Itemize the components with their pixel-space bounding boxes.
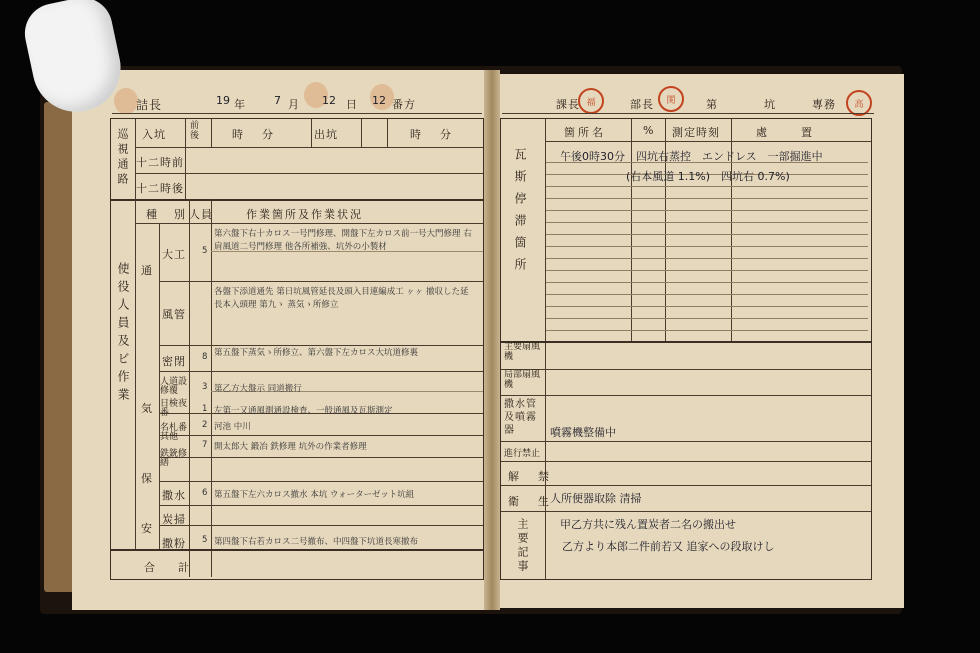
row-note: 第五盤下蒸気ゝ所修立、第六盤下左カロス大坑道修裏: [214, 348, 419, 358]
work-side-label: 使役人員及ビ作業: [116, 262, 130, 406]
col-persons: 人員: [189, 208, 213, 221]
row-note: 第六盤下右十カロス一号門修理、開盤下左カロス前一号大門修理 右肩風道二号門修理 他各所補強、坑外の小製材: [214, 229, 472, 252]
row-persons: 5: [202, 246, 208, 256]
row-kind: 鉄銃修繕: [160, 449, 188, 468]
row-kind-duct: 風管: [162, 308, 186, 321]
sprinkler-value: 噴霧機整備中: [550, 426, 616, 439]
row-persons: 5: [202, 535, 208, 545]
gas-line-2: (右本風道 1.1%) 四坑右 0.7%): [626, 170, 790, 183]
row-kind-sweep: 炭掃: [162, 513, 186, 526]
shift-unit: 番方: [392, 98, 416, 111]
row-note: 第五盤下左六カロス撤水 本坑 ウォーターゼット坑組: [214, 490, 415, 500]
day-unit: 日: [346, 98, 358, 111]
stain-mark: [114, 88, 138, 114]
local-fan-label: 局部扇風機: [504, 370, 541, 390]
group-ki: 気: [141, 402, 153, 415]
office-label: 詰長: [136, 98, 163, 112]
dept-chief-label: 部長: [630, 98, 654, 111]
exit-label: 出坑: [314, 128, 338, 141]
remarks-line-2: 乙方より本郎二件前若又 追家への段取けし: [562, 540, 775, 553]
am-pm-label: 前後: [190, 121, 200, 141]
year-unit: 年: [234, 98, 246, 111]
number-label: 第: [706, 98, 718, 111]
remarks-label: 主要記事: [516, 518, 529, 574]
row-persons: 8: [202, 352, 208, 362]
row-persons: 7: [202, 440, 208, 450]
col-kind: 種 別: [146, 208, 188, 221]
patrol-side-label: 巡視通路: [116, 128, 129, 188]
row-persons: 6: [202, 488, 208, 498]
row-kind: 名札番其他: [160, 423, 188, 442]
year-value: 19: [216, 94, 230, 107]
col-action: 處 置: [756, 126, 816, 139]
after-noon-label: 十二時後: [136, 182, 184, 195]
col-place: 箇所名: [564, 126, 606, 139]
sprinkler-label: 撒水管及噴霧器: [504, 399, 537, 436]
book-gutter: [484, 70, 500, 610]
remarks-line-1: 甲乙方共に残ん置炭者二名の搬出せ: [560, 518, 736, 531]
hygiene-label: 衛 生: [508, 495, 553, 508]
row-kind-sprinkle: 撒水: [162, 489, 186, 502]
row-persons: 1: [202, 404, 208, 414]
col-work: 作業箇所及作業状況: [246, 208, 363, 221]
gas-line-1: 午後0時30分 四坑右蒸控 エンドレス 一部掘進中: [560, 150, 823, 163]
col-percent: %: [643, 124, 655, 137]
no-entry-label: 進行禁止: [504, 449, 541, 459]
pit-label: 坑: [764, 98, 776, 111]
day-value: 12: [322, 94, 336, 107]
section-chief-label: 課長: [556, 98, 580, 111]
row-persons: 3: [202, 382, 208, 392]
row-note: 第乙方大盤示 同道搬行: [214, 384, 302, 394]
col-time: 測定時刻: [672, 126, 720, 139]
row-note: 河池 中川: [214, 422, 251, 432]
gas-side-label: 瓦斯停滞箇所: [513, 148, 527, 280]
month-value: 7: [274, 94, 281, 107]
time-label-2: 時 分: [410, 128, 455, 141]
seal-stamp: 高: [846, 90, 872, 116]
seal-stamp: 福: [578, 88, 604, 114]
row-note: 開太郎大 鍛冶 鉄修理 坑外の作業者修理: [214, 442, 367, 452]
row-kind: 人道設修覆: [160, 377, 188, 396]
time-label: 時 分: [232, 128, 277, 141]
clerk-label: 專務: [812, 98, 836, 111]
group-tsu: 通: [141, 264, 153, 277]
row-note: 左第一又通風測通設検査、一般通風及瓦斯測定: [214, 406, 393, 416]
hygiene-value: 人所便器取除 清掃: [550, 492, 642, 505]
row-kind-dust: 撒粉: [162, 537, 186, 550]
row-kind-carpenter: 大工: [162, 248, 186, 261]
month-unit: 月: [288, 98, 300, 111]
row-note: 第四盤下右若カロス二号撤布、中四盤下坑道長寒撤布: [214, 537, 419, 547]
row-persons: 2: [202, 420, 208, 430]
total-label: 合 計: [144, 561, 195, 574]
seal-stamp: 関: [658, 86, 684, 112]
row-kind: 日検夜番: [160, 399, 188, 418]
group-an: 安: [141, 522, 153, 535]
row-kind-seal: 密閉: [162, 355, 186, 368]
lift-ban-label: 解 禁: [508, 470, 553, 483]
shift-number: 12: [372, 94, 386, 107]
main-fan-label: 主要扇風機: [504, 342, 541, 362]
row-note: 各盤下添道通先 第日坑風管延長及頭入目連編成工 ヶヶ 撤収した延長本入頭理 第九ゝ 蒸気ゝ所修立: [214, 287, 469, 310]
group-ho: 保: [141, 472, 153, 485]
before-noon-label: 十二時前: [136, 156, 184, 169]
enter-label: 入坑: [142, 128, 166, 141]
